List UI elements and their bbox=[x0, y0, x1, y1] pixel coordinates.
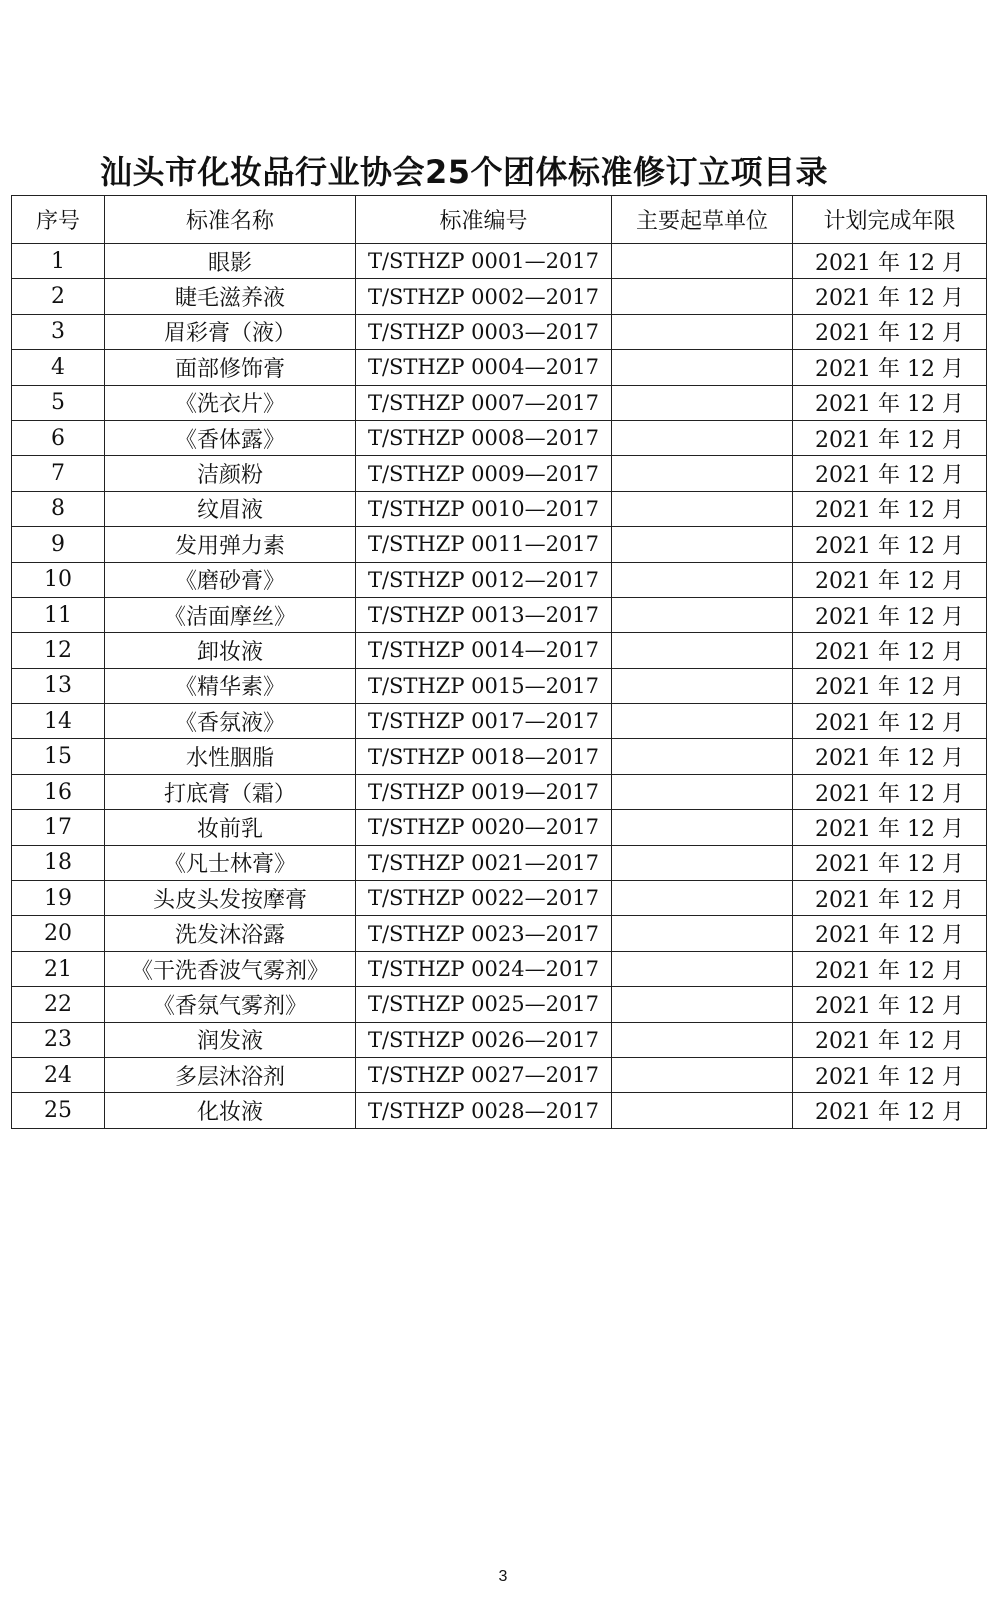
cell-main-drafter bbox=[612, 951, 793, 986]
cell-standard-code: T/STHZP 0025—2017 bbox=[356, 987, 612, 1022]
cell-main-drafter bbox=[612, 527, 793, 562]
cell-planned-deadline: 2021 年 12 月 bbox=[793, 739, 987, 774]
table-row bbox=[12, 597, 987, 632]
table-row bbox=[12, 420, 987, 455]
cell-main-drafter bbox=[612, 633, 793, 668]
cell-serial-number: 25 bbox=[12, 1093, 105, 1128]
cell-planned-deadline: 2021 年 12 月 bbox=[793, 704, 987, 739]
cell-serial-number: 5 bbox=[12, 385, 105, 420]
document-title: 汕头市化妆品行业协会25个团体标准修订立项目录 bbox=[100, 153, 829, 191]
cell-planned-deadline: 2021 年 12 月 bbox=[793, 1093, 987, 1128]
cell-planned-deadline: 2021 年 12 月 bbox=[793, 314, 987, 349]
page-number: 3 bbox=[498, 1568, 508, 1585]
cell-main-drafter bbox=[612, 491, 793, 526]
cell-standard-name: 面部修饰膏 bbox=[105, 350, 356, 385]
cell-standard-name: 洁颜粉 bbox=[105, 456, 356, 491]
cell-serial-number: 3 bbox=[12, 314, 105, 349]
cell-standard-code: T/STHZP 0024—2017 bbox=[356, 951, 612, 986]
cell-planned-deadline: 2021 年 12 月 bbox=[793, 633, 987, 668]
table-row bbox=[12, 810, 987, 845]
cell-serial-number: 11 bbox=[12, 597, 105, 632]
cell-planned-deadline: 2021 年 12 月 bbox=[793, 562, 987, 597]
cell-standard-code: T/STHZP 0023—2017 bbox=[356, 916, 612, 951]
table-row bbox=[12, 279, 987, 314]
cell-planned-deadline: 2021 年 12 月 bbox=[793, 668, 987, 703]
cell-main-drafter bbox=[612, 350, 793, 385]
cell-standard-name: 《香氛气雾剂》 bbox=[105, 987, 356, 1022]
table-row bbox=[12, 916, 987, 951]
cell-serial-number: 12 bbox=[12, 633, 105, 668]
table-row bbox=[12, 491, 987, 526]
cell-main-drafter bbox=[612, 1093, 793, 1128]
cell-planned-deadline: 2021 年 12 月 bbox=[793, 951, 987, 986]
cell-planned-deadline: 2021 年 12 月 bbox=[793, 244, 987, 279]
cell-standard-code: T/STHZP 0013—2017 bbox=[356, 597, 612, 632]
cell-standard-code: T/STHZP 0008—2017 bbox=[356, 420, 612, 455]
cell-standard-code: T/STHZP 0012—2017 bbox=[356, 562, 612, 597]
cell-main-drafter bbox=[612, 420, 793, 455]
cell-planned-deadline: 2021 年 12 月 bbox=[793, 845, 987, 880]
cell-standard-name: 打底膏（霜） bbox=[105, 774, 356, 809]
header-serial-number: 序号 bbox=[12, 196, 105, 244]
cell-standard-name: 化妆液 bbox=[105, 1093, 356, 1128]
cell-standard-code: T/STHZP 0026—2017 bbox=[356, 1022, 612, 1057]
cell-standard-code: T/STHZP 0021—2017 bbox=[356, 845, 612, 880]
cell-main-drafter bbox=[612, 1022, 793, 1057]
cell-serial-number: 16 bbox=[12, 774, 105, 809]
cell-standard-name: 《磨砂膏》 bbox=[105, 562, 356, 597]
table-row bbox=[12, 1022, 987, 1057]
cell-standard-name: 《香氛液》 bbox=[105, 704, 356, 739]
cell-main-drafter bbox=[612, 987, 793, 1022]
cell-standard-code: T/STHZP 0009—2017 bbox=[356, 456, 612, 491]
cell-main-drafter bbox=[612, 562, 793, 597]
cell-planned-deadline: 2021 年 12 月 bbox=[793, 279, 987, 314]
cell-serial-number: 17 bbox=[12, 810, 105, 845]
cell-planned-deadline: 2021 年 12 月 bbox=[793, 527, 987, 562]
cell-serial-number: 8 bbox=[12, 491, 105, 526]
cell-standard-code: T/STHZP 0003—2017 bbox=[356, 314, 612, 349]
header-main-drafter: 主要起草单位 bbox=[612, 196, 793, 244]
cell-standard-code: T/STHZP 0014—2017 bbox=[356, 633, 612, 668]
cell-planned-deadline: 2021 年 12 月 bbox=[793, 1022, 987, 1057]
cell-main-drafter bbox=[612, 845, 793, 880]
cell-standard-name: 《凡士林膏》 bbox=[105, 845, 356, 880]
table-row bbox=[12, 633, 987, 668]
cell-standard-name: 洗发沐浴露 bbox=[105, 916, 356, 951]
cell-main-drafter bbox=[612, 668, 793, 703]
cell-planned-deadline: 2021 年 12 月 bbox=[793, 456, 987, 491]
cell-main-drafter bbox=[612, 1057, 793, 1092]
cell-standard-code: T/STHZP 0027—2017 bbox=[356, 1057, 612, 1092]
cell-serial-number: 2 bbox=[12, 279, 105, 314]
cell-planned-deadline: 2021 年 12 月 bbox=[793, 987, 987, 1022]
table-row bbox=[12, 1093, 987, 1128]
cell-standard-name: 《干洗香波气雾剂》 bbox=[105, 951, 356, 986]
header-planned-deadline: 计划完成年限 bbox=[793, 196, 987, 244]
cell-standard-code: T/STHZP 0004—2017 bbox=[356, 350, 612, 385]
cell-serial-number: 22 bbox=[12, 987, 105, 1022]
cell-standard-code: T/STHZP 0020—2017 bbox=[356, 810, 612, 845]
cell-standard-name: 润发液 bbox=[105, 1022, 356, 1057]
standards-table bbox=[11, 195, 987, 1129]
cell-serial-number: 18 bbox=[12, 845, 105, 880]
cell-serial-number: 23 bbox=[12, 1022, 105, 1057]
cell-serial-number: 1 bbox=[12, 244, 105, 279]
cell-planned-deadline: 2021 年 12 月 bbox=[793, 1057, 987, 1092]
cell-serial-number: 4 bbox=[12, 350, 105, 385]
cell-planned-deadline: 2021 年 12 月 bbox=[793, 774, 987, 809]
cell-main-drafter bbox=[612, 314, 793, 349]
cell-standard-name: 《香体露》 bbox=[105, 420, 356, 455]
cell-planned-deadline: 2021 年 12 月 bbox=[793, 881, 987, 916]
table-row bbox=[12, 1057, 987, 1092]
cell-standard-name: 妆前乳 bbox=[105, 810, 356, 845]
cell-planned-deadline: 2021 年 12 月 bbox=[793, 916, 987, 951]
cell-planned-deadline: 2021 年 12 月 bbox=[793, 810, 987, 845]
table-header-row bbox=[12, 196, 987, 244]
cell-serial-number: 14 bbox=[12, 704, 105, 739]
table-row bbox=[12, 527, 987, 562]
cell-planned-deadline: 2021 年 12 月 bbox=[793, 385, 987, 420]
cell-standard-code: T/STHZP 0001—2017 bbox=[356, 244, 612, 279]
table-row bbox=[12, 739, 987, 774]
cell-main-drafter bbox=[612, 774, 793, 809]
cell-standard-name: 《精华素》 bbox=[105, 668, 356, 703]
cell-main-drafter bbox=[612, 244, 793, 279]
cell-standard-name: 《洗衣片》 bbox=[105, 385, 356, 420]
cell-main-drafter bbox=[612, 881, 793, 916]
cell-standard-code: T/STHZP 0015—2017 bbox=[356, 668, 612, 703]
cell-serial-number: 20 bbox=[12, 916, 105, 951]
cell-serial-number: 24 bbox=[12, 1057, 105, 1092]
cell-main-drafter bbox=[612, 739, 793, 774]
cell-standard-code: T/STHZP 0010—2017 bbox=[356, 491, 612, 526]
cell-standard-code: T/STHZP 0017—2017 bbox=[356, 704, 612, 739]
cell-main-drafter bbox=[612, 916, 793, 951]
cell-standard-code: T/STHZP 0011—2017 bbox=[356, 527, 612, 562]
cell-main-drafter bbox=[612, 597, 793, 632]
cell-standard-code: T/STHZP 0018—2017 bbox=[356, 739, 612, 774]
table-row bbox=[12, 845, 987, 880]
header-standard-name: 标准名称 bbox=[105, 196, 356, 244]
cell-standard-name: 眼影 bbox=[105, 244, 356, 279]
cell-standard-name: 卸妆液 bbox=[105, 633, 356, 668]
table-row bbox=[12, 562, 987, 597]
table-row bbox=[12, 668, 987, 703]
cell-serial-number: 13 bbox=[12, 668, 105, 703]
cell-main-drafter bbox=[612, 279, 793, 314]
cell-standard-name: 眉彩膏（液） bbox=[105, 314, 356, 349]
table-row bbox=[12, 774, 987, 809]
cell-standard-code: T/STHZP 0002—2017 bbox=[356, 279, 612, 314]
table-row bbox=[12, 704, 987, 739]
cell-serial-number: 15 bbox=[12, 739, 105, 774]
table-row bbox=[12, 456, 987, 491]
cell-main-drafter bbox=[612, 704, 793, 739]
table-row bbox=[12, 385, 987, 420]
cell-standard-name: 《洁面摩丝》 bbox=[105, 597, 356, 632]
cell-serial-number: 9 bbox=[12, 527, 105, 562]
table-row bbox=[12, 350, 987, 385]
cell-standard-code: T/STHZP 0028—2017 bbox=[356, 1093, 612, 1128]
cell-serial-number: 7 bbox=[12, 456, 105, 491]
cell-planned-deadline: 2021 年 12 月 bbox=[793, 420, 987, 455]
cell-serial-number: 21 bbox=[12, 951, 105, 986]
cell-planned-deadline: 2021 年 12 月 bbox=[793, 597, 987, 632]
table-row bbox=[12, 987, 987, 1022]
cell-serial-number: 6 bbox=[12, 420, 105, 455]
table-row bbox=[12, 951, 987, 986]
cell-main-drafter bbox=[612, 810, 793, 845]
cell-standard-name: 纹眉液 bbox=[105, 491, 356, 526]
cell-planned-deadline: 2021 年 12 月 bbox=[793, 350, 987, 385]
cell-standard-code: T/STHZP 0019—2017 bbox=[356, 774, 612, 809]
cell-serial-number: 10 bbox=[12, 562, 105, 597]
table-row bbox=[12, 244, 987, 279]
cell-main-drafter bbox=[612, 385, 793, 420]
cell-planned-deadline: 2021 年 12 月 bbox=[793, 491, 987, 526]
header-standard-code: 标准编号 bbox=[356, 196, 612, 244]
table-row bbox=[12, 314, 987, 349]
table-body bbox=[12, 244, 987, 1129]
cell-standard-name: 多层沐浴剂 bbox=[105, 1057, 356, 1092]
cell-standard-code: T/STHZP 0022—2017 bbox=[356, 881, 612, 916]
table-row bbox=[12, 881, 987, 916]
cell-standard-name: 睫毛滋养液 bbox=[105, 279, 356, 314]
cell-standard-code: T/STHZP 0007—2017 bbox=[356, 385, 612, 420]
cell-standard-name: 头皮头发按摩膏 bbox=[105, 881, 356, 916]
cell-standard-name: 水性胭脂 bbox=[105, 739, 356, 774]
cell-main-drafter bbox=[612, 456, 793, 491]
cell-serial-number: 19 bbox=[12, 881, 105, 916]
cell-standard-name: 发用弹力素 bbox=[105, 527, 356, 562]
